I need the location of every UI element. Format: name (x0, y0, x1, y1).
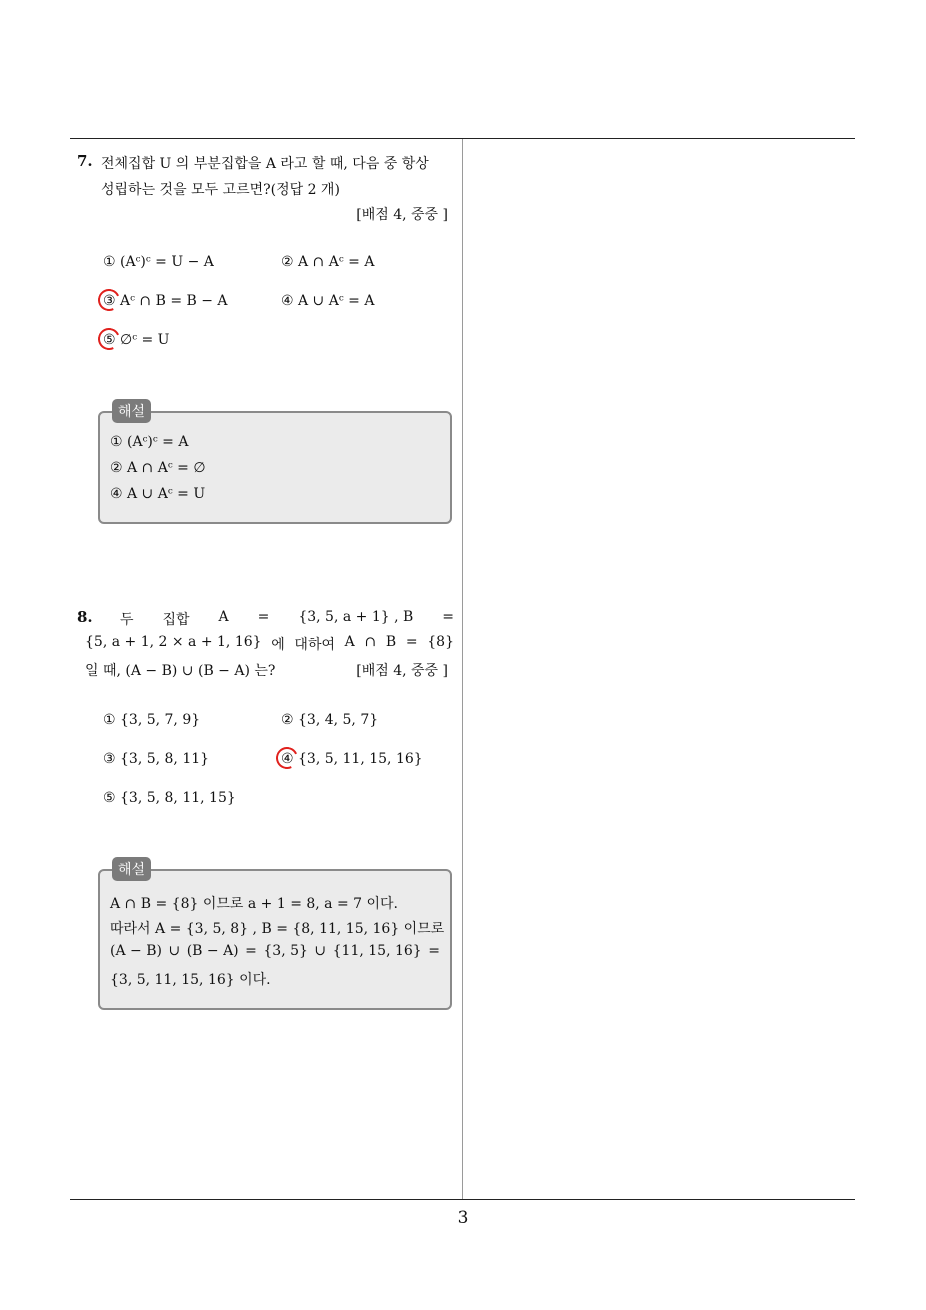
q7-option-4[interactable]: ④ A ∪ Aᶜ = A (281, 293, 375, 309)
question-7-text-line2: 성립하는 것을 모두 고르면?(정답 2 개) (101, 182, 340, 198)
q8-word: A (344, 634, 355, 650)
q8-sol-term: (B − A) (186, 943, 239, 959)
q8-word: ∩ (364, 634, 377, 650)
q8-word: = (405, 634, 418, 650)
q8-solution-line2: 따라서 A = {3, 5, 8} , B = {8, 11, 15, 16} 이므로 (110, 921, 445, 937)
q8-sol-term: = (428, 943, 440, 959)
page-number: 3 (457, 1208, 469, 1228)
question-8-score: [배점 4, 중중 ] (356, 663, 448, 679)
question-7-text-line1: 전체집합 U 의 부분집합을 A 라고 할 때, 다음 중 항상 (101, 156, 429, 172)
answer-circle-mark (273, 744, 301, 772)
q8-word: 에 (271, 637, 285, 653)
q8-word: = (442, 609, 454, 625)
answer-circle-mark (95, 325, 123, 353)
q8-solution-line4: {3, 5, 11, 15, 16} 이다. (110, 972, 271, 988)
q8-solution-line1: A ∩ B = {8} 이므로 a + 1 = 8, a = 7 이다. (110, 896, 399, 912)
q7-option-3[interactable]: ③ Aᶜ ∩ B = B − A (103, 293, 228, 309)
q8-option-2[interactable]: ② {3, 4, 5, 7} (281, 712, 379, 728)
q8-sol-term: (A − B) (110, 943, 162, 959)
q8-word: B (385, 634, 397, 650)
question-8-text-line3: 일 때, (A − B) ∪ (B − A) 는? (85, 663, 276, 679)
q8-word: {8} (427, 634, 454, 650)
column-divider (462, 139, 463, 1200)
q8-option-1[interactable]: ① {3, 5, 7, 9} (103, 712, 201, 728)
q8-word: 두 (120, 612, 134, 628)
q7-solution-line2: ② A ∩ Aᶜ = ∅ (110, 460, 206, 476)
q8-sol-term: ∪ (314, 943, 327, 959)
q7-solution-tab: 해설 (112, 399, 151, 423)
q8-option-4[interactable]: ④ {3, 5, 11, 15, 16} (281, 751, 423, 767)
question-7-number: 7. (77, 152, 93, 170)
question-8-text-line2 (85, 634, 454, 654)
question-8-number: 8. (77, 608, 93, 626)
q8-sol-term: = (245, 943, 257, 959)
q8-word: {5, a + 1, 2 × a + 1, 16} (85, 634, 262, 650)
q7-option-2[interactable]: ② A ∩ Aᶜ = A (281, 254, 375, 270)
q8-sol-term: {11, 15, 16} (332, 943, 422, 959)
q7-solution-line3: ④ A ∪ Aᶜ = U (110, 486, 206, 502)
question-7-score: [배점 4, 중중 ] (356, 207, 448, 223)
q8-word: 집합 (162, 612, 190, 628)
answer-circle-mark (95, 286, 123, 314)
q7-solution-line1: ① (Aᶜ)ᶜ = A (110, 434, 189, 450)
question-8-text-line1 (120, 609, 454, 629)
bottom-rule (70, 1199, 855, 1200)
q8-word: A (218, 609, 229, 625)
q8-sol-term: ∪ (168, 943, 181, 959)
q8-sol-term: {3, 5} (263, 943, 308, 959)
q8-option-5[interactable]: ⑤ {3, 5, 8, 11, 15} (103, 790, 236, 806)
q8-solution-tab: 해설 (112, 857, 151, 881)
q7-option-1[interactable]: ① (Aᶜ)ᶜ = U − A (103, 254, 214, 270)
q8-word: {3, 5, a + 1} , B (298, 609, 414, 625)
q7-option-5[interactable]: ⑤ ∅ᶜ = U (103, 332, 170, 348)
q8-word: 대하여 (294, 637, 335, 653)
q8-word: = (257, 609, 270, 625)
q8-solution-line3 (110, 943, 440, 959)
q8-option-3[interactable]: ③ {3, 5, 8, 11} (103, 751, 210, 767)
